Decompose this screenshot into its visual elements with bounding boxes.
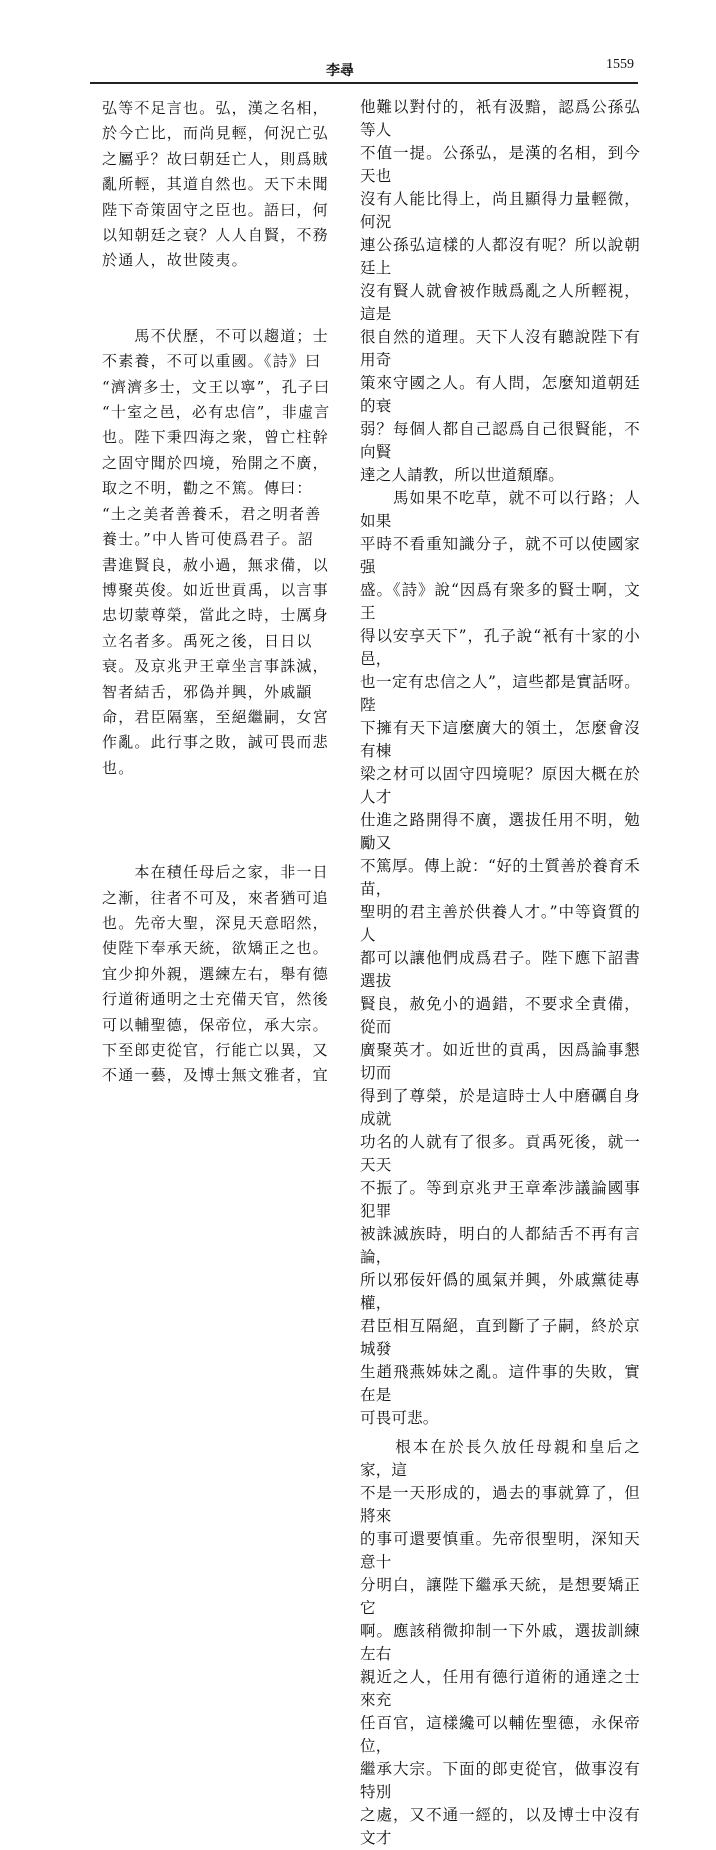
header-rule (90, 82, 638, 84)
right-paragraph-2: 馬如果不吃草，就不可以行路；人如果 平時不看重知識分子，就不可以使國家强 盛。《詩》說“因爲有衆多的賢士啊，文王 得以安享天下”，孔子說“衹有十家的小邑， 也一定有忠信之人”，這些都是實話呀。陛 下擁有天下這麼廣大的領土，怎麼會沒有棟 梁之材可以固守四境呢？原因大概在於人才 仕進之路開得不廣，選拔任用不明，勉勵又 不篤厚。傳上說：“好的土質善於養育禾苗， 聖明的君主善於供養人才。”中等資質的人 都可以讓他們成爲君子。陛下應下詔書選拔 賢良，赦免小的過錯，不要求全責備，從而 廣聚英才。如近世的貢禹，因爲論事懇切而 得到了尊榮，於是這時士人中磨礪自身成就 功名的人就有了很多。貢禹死後，就一天天 不振了。等到京兆尹王章牽涉議論國事犯罪 被誅滅族時，明白的人都結舌不再有言論， 所以邪佞奸僞的風氣并興，外戚黨徒專權， 君臣相互隔絕，直到斷了子嗣，終於京城發 生趙飛燕姊妹之亂。這件事的失敗，實在是 可畏可悲。 (360, 489, 640, 1427)
running-header-title: 李尋 (326, 63, 354, 79)
left-paragraph-2: 馬不伏歷，不可以趨道；士 不素養，不可以重國。《詩》曰 “濟濟多士，文王以寧”，孔子曰 “十室之邑，必有忠信”，非虛言 也。陛下秉四海之衆，曾亡柱幹 之固守聞於四境，殆開之不廣， 取之不明，勸之不篤。傳曰： “土之美者善養禾，君之明者善 養士。”中人皆可使爲君子。詔 書進賢良，赦小過，無求備，以 博聚英俊。如近世貢禹，以言事 忠切蒙尊榮，當此之時，士厲身 立名者多。禹死之後，日日以 衰。及京兆尹王章坐言事誅滅， 智者結舌，邪偽并興，外戚顓 命，君臣隔塞，至絕繼嗣，女宮 作亂。此行事之敗，誠可畏而悲 也。 (102, 326, 331, 777)
left-paragraph-3: 本在積任母后之家，非一日 之漸，往者不可及，來者猶可追 也。先帝大聖，深見天意昭然， 使陛下奉承天統，欲矯正之也。 宜少抑外親，選練左右，舉有德 行道術通明之士充備天官，然後 可以輔聖德，保帝位，承大宗。 下至郎吏從官，行能亡以異，又 不通一藝，及博士無文雅者，宜 (102, 863, 329, 1085)
right-paragraph-3: 根本在於長久放任母親和皇后之家，這 不是一天形成的，過去的事就算了，但將來 的事可還要慎重。先帝很聖明，深知天意十 分明白，讓陛下繼承天統，是想要矯正它 啊。應該稍微抑制一下外戚，選拔訓練左右 親近之人，任用有德行道術的通達之士來充 任百官，這樣纔可以輔佐聖德，永保帝位， 繼承大宗。下面的郎吏從官，做事沒有特別 之處，又不通一經的，以及博士中沒有文才 (360, 1438, 640, 1847)
left-column-original-text (102, 96, 340, 1089)
left-paragraph-1: 弘等不足言也。弘，漢之名相， 於今亡比，而尚見輕，何況亡弘 之屬乎？故曰朝廷亡人，則爲賊 亂所輕，其道自然也。天下未聞 陛下奇策固守之臣也。語曰，何 以知朝廷之衰？人人自賢，不務 於通人，故世陵夷。 (102, 99, 329, 270)
right-column-translation (360, 96, 640, 1850)
right-paragraph-1: 他難以對付的，衹有汲黯，認爲公孫弘等人 不值一提。公孫弘，是漢的名相，到今天也 沒有人能比得上，尚且顯得力量輕微，何況 連公孫弘這樣的人都沒有呢？所以說朝廷上 沒有賢人就會被作賊爲亂之人所輕視，這是 很自然的道理。天下人沒有聽說陛下有用奇 策來守國之人。有人問，怎麼知道朝廷的衰 弱？每個人都自己認爲自己很賢能，不向賢 達之人請教，所以世道頹靡。 (360, 98, 640, 484)
page-number: 1559 (606, 57, 634, 72)
